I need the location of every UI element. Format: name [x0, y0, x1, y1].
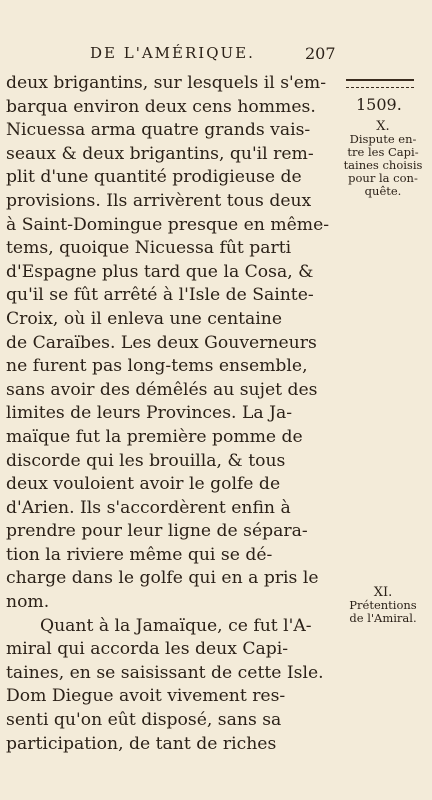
text-line: ne furent pas long-tems ensemble,: [6, 356, 308, 377]
text-line: discorde qui les brouilla, & tous: [6, 450, 286, 471]
text-line: tems, quoique Nicuessa fût parti: [6, 238, 292, 259]
text-line: provisions. Ils arrivèrent tous deux: [6, 190, 312, 211]
text-line: nom.: [6, 592, 50, 613]
text-line: maïque fut la première pomme de: [6, 426, 303, 447]
margin-note-line: de l'Amiral.: [349, 611, 417, 625]
text-line: limites de leurs Provinces. La Ja-: [6, 403, 293, 424]
text-line: barqua environ deux cens hommes.: [6, 96, 316, 117]
page-number: 207: [305, 44, 336, 63]
margin-note-number: XI.: [373, 585, 393, 600]
text-line: tion la riviere même qui se dé-: [6, 544, 273, 565]
text-line: de Caraïbes. Les deux Gouverneurs: [6, 332, 317, 353]
text-line: d'Espagne plus tard que la Cosa, &: [6, 261, 314, 282]
text-line: miral qui accorda les deux Capi-: [6, 639, 289, 660]
decorative-rule: [346, 79, 414, 88]
text-line: deux brigantins, sur lesquels il s'em-: [6, 73, 327, 93]
margin-note-line: taines choisis: [343, 158, 423, 172]
text-line: à Saint-Domingue presque en même-: [6, 214, 330, 235]
margin-note-number: X.: [376, 119, 390, 134]
margin-note-line: tre les Capi-: [347, 145, 419, 159]
margin-note-line: Prétentions: [349, 598, 417, 612]
text-line: seaux & deux brigantins, qu'il rem-: [6, 143, 314, 164]
running-title: DE L'AMÉRIQUE.: [90, 44, 255, 62]
text-line: sans avoir des démêlés au sujet des: [6, 379, 318, 400]
text-line: taines, en se saisissant de cette Isle.: [6, 662, 324, 683]
text-line: Nicuessa arma quatre grands vais-: [6, 120, 311, 141]
text-line: charge dans le golfe qui en a pris le: [6, 568, 319, 589]
text-line: Croix, où il enleva une centaine: [6, 308, 283, 329]
margin-note-line: Dispute en-: [349, 132, 417, 146]
margin-year: 1509.: [356, 95, 402, 114]
margin-note-line: pour la con-: [348, 171, 418, 185]
text-line: qu'il se fût arrêté à l'Isle de Sainte-: [6, 285, 314, 306]
text-line: d'Arien. Ils s'accordèrent enfin à: [6, 497, 291, 518]
text-line: plit d'une quantité prodigieuse de: [6, 167, 302, 188]
text-line: participation, de tant de riches: [6, 733, 277, 754]
text-line: Dom Diegue avoit vivement res-: [6, 686, 286, 707]
text-line: senti qu'on eût disposé, sans sa: [6, 710, 282, 731]
body-text: [6, 72, 342, 756]
margin-note: [340, 586, 426, 625]
text-line: prendre pour leur ligne de sépara-: [6, 521, 308, 542]
margin-note: [340, 120, 426, 198]
text-line: Quant à la Jamaïque, ce fut l'A-: [40, 615, 312, 636]
margin-note-line: quête.: [364, 184, 402, 198]
text-line: deux vouloient avoir le golfe de: [6, 474, 281, 495]
